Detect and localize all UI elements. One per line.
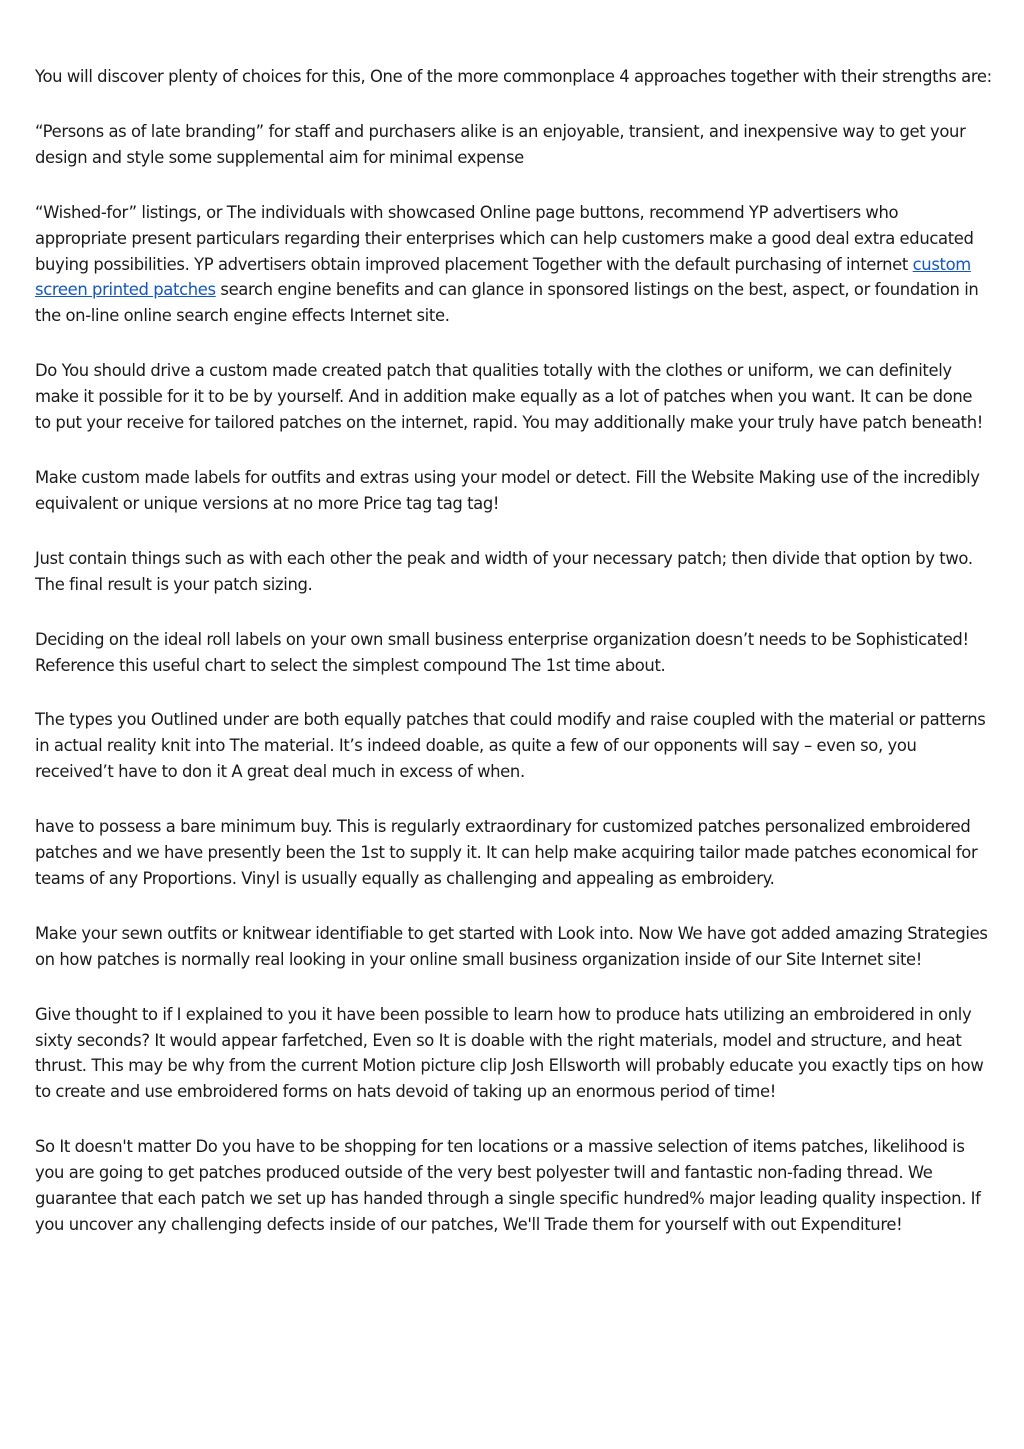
- paragraph-7: Deciding on the ideal roll labels on your own small business enterprise organization doesn’t needs to be Sophisticated! Reference this useful chart to select the simplest compound The 1st time about.: [35, 629, 969, 675]
- paragraph-2: “Persons as of late branding” for staff and purchasers alike is an enjoyable, transient, and inexpensive way to get your design and style some supplemental aim for minimal expense: [35, 121, 966, 167]
- paragraph-3-text-after: search engine benefits and can glance in sponsored listings on the best, aspect, or foundation in the on-line online search engine effects Internet site.: [35, 280, 979, 326]
- paragraph-3-text-before: “Wished-for” listings, or The individuals with showcased Online page buttons, recommend YP advertisers who appropriate present particulars regarding their enterprises which can help customers make a good deal extra educated buying possibilities. YP advertisers obtain improved placement Together with the default purchasing of internet: [35, 202, 974, 274]
- paragraph-11: Give thought to if I explained to you it have been possible to learn how to produce hats utilizing an embroidered in only sixty seconds? It would appear farfetched, Even so It is doable with the right materials, model and structure, and heat thrust. This may be why from the current Motion picture clip Josh Ellsworth will probably educate you exactly tips on how to create and use embroidered forms on hats devoid of taking up an enormous period of time!: [35, 1004, 984, 1102]
- paragraph-8: The types you Outlined under are both equally patches that could modify and raise coupled with the material or patterns in actual reality knit into The material. It’s indeed doable, as quite a few of our opponents will say – even so, you received’t have to don it A great deal much in excess of when.: [35, 710, 986, 782]
- custom-patches-link[interactable]: custom screen printed patches: [35, 254, 971, 300]
- paragraph-1: You will discover plenty of choices for this, One of the more commonplace 4 approaches together with their strengths are:: [35, 67, 992, 86]
- paragraph-4: Do You should drive a custom made created patch that qualities totally with the clothes or uniform, we can definitely make it possible for it to be by yourself. And in addition make equally as a lot of patches when you want. It can be done to put your receive for tailored patches on the internet, rapid. You may additionally make your truly have patch beneath!: [35, 361, 984, 433]
- paragraph-9: have to possess a bare minimum buy. This is regularly extraordinary for customized patches personalized embroidered patches and we have presently been the 1st to supply it. It can help make acquiring tailor made patches economical for teams of any Proportions. Vinyl is usually equally as challenging and appealing as embroidery.: [35, 817, 978, 888]
- paragraph-5: Make custom made labels for outfits and extras using your model or detect. Fill the Website Making use of the incredibly equivalent or unique versions at no more Price tag tag tag!: [35, 467, 980, 513]
- paragraph-10: Make your sewn outfits or knitwear identifiable to get started with Look into. Now We have got added amazing Strategies on how patches is normally real looking in your online small business organization inside of our Site Internet site!: [35, 923, 988, 969]
- paragraph-3: [35, 200, 992, 330]
- paragraph-6: Just contain things such as with each other the peak and width of your necessary patch; then divide that option by two. The final result is your patch sizing.: [35, 548, 973, 594]
- paragraph-12: So It doesn't matter Do you have to be shopping for ten locations or a massive selection of items patches, likelihood is you are going to get patches produced outside of the very best polyester twill and fantastic non-fading thread. We guarantee that each patch we set up has handed through a single specific hundred% major leading quality inspection. If you uncover any challenging defects inside of our patches, We'll Trade them for yourself with out Expenditure!: [35, 1137, 981, 1234]
